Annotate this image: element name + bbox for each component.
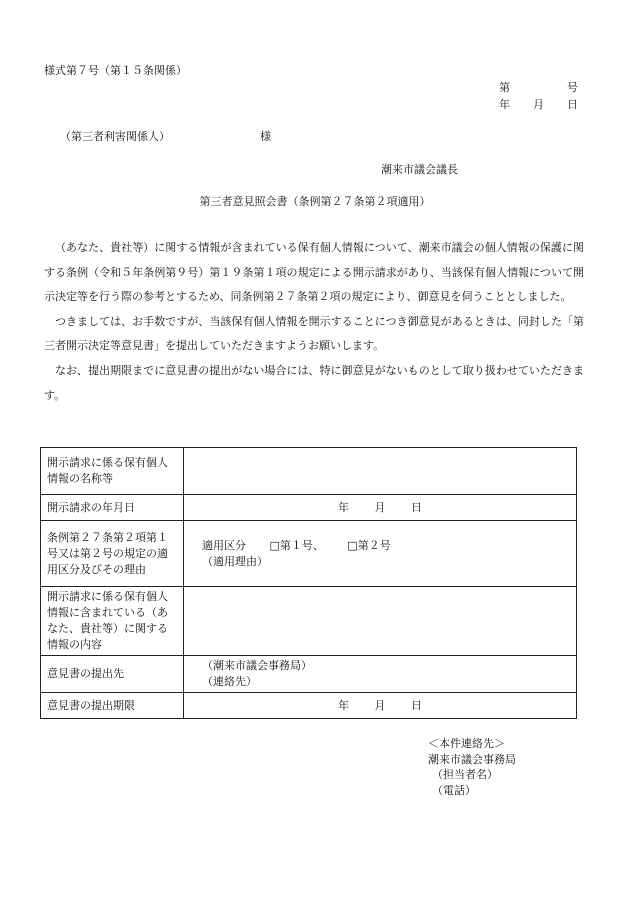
request-date-year: 年: [338, 500, 349, 514]
body-paragraph-2: つきましては、お手数ですが、当該保有個人情報を開示することにつき御意見があるときは、同封した「第三者開示決定等意見書」を提出していただきますようお願いします。: [44, 314, 584, 353]
document-number-prefix: 第: [499, 81, 510, 94]
deadline-month: 月: [374, 698, 386, 712]
contact-block: [428, 736, 516, 798]
table-row: [41, 656, 577, 693]
form-number: 様式第７号（第１５条関係）: [44, 64, 187, 77]
deadline-day: 日: [411, 698, 422, 712]
body-paragraph-1: （あなた、貴社等）に関する情報が含まれている保有個人情報について、潮来市議会の個人情報の保護に関する条例（令和５年条例第９号）第１９条第１項の規定による開示請求があり、当該保有個人情報について開示決定等を行う際の参考とするため、同条例第２７条第２項の規定により、御意見を伺うこととしました。: [44, 241, 584, 304]
submission-contact: （連絡先）: [202, 675, 257, 688]
request-date-label: 開示請求の年月日: [41, 495, 184, 521]
contact-phone: （電話）: [432, 783, 476, 797]
applicable-category-label: 条例第２７条第２項第１号又は第２号の規定の適用区分及びその理由: [41, 521, 184, 587]
request-date-value: [184, 495, 577, 521]
table-row: [41, 587, 577, 656]
contact-heading: ＜本件連絡先＞: [428, 737, 505, 750]
applicable-category-value: [184, 521, 577, 587]
info-table: [40, 447, 577, 719]
table-row: [41, 495, 577, 521]
document-date-line: [497, 96, 578, 113]
category-option-2: □第２号: [347, 538, 391, 552]
submission-deadline-value: [184, 693, 577, 719]
applicable-category-options: [202, 538, 570, 554]
submission-destination-value: [184, 656, 577, 693]
document-number-line: [497, 79, 578, 96]
info-content-label: 開示請求に係る保有個人情報に含まれている（あなた、貴社等）に関する情報の内容: [41, 587, 184, 656]
document-date-day: 日: [567, 98, 578, 111]
info-name-label: 開示請求に係る保有個人情報の名称等: [41, 448, 184, 495]
addressee-name: （第三者利害関係人）: [60, 130, 170, 143]
body-paragraph-3: なお、提出期限までに意見書の提出がない場合には、特に御意見がないものとして取り扱わせていただきます。: [44, 363, 584, 402]
table-row: [41, 693, 577, 719]
body-text: [44, 236, 584, 408]
submission-destination-label: 意見書の提出先: [41, 656, 184, 693]
applicable-reason: （適用理由）: [202, 554, 268, 568]
category-option-1: □第１号、: [269, 538, 324, 552]
document-date-month: 月: [533, 98, 544, 111]
submission-deadline-label: 意見書の提出期限: [41, 693, 184, 719]
document-date-year: 年: [499, 98, 510, 111]
request-date-day: 日: [411, 500, 422, 514]
category-label: 適用区分: [202, 538, 246, 552]
info-name-value: [184, 448, 577, 495]
addressee: [60, 128, 271, 144]
request-date-month: 月: [374, 500, 386, 514]
addressee-suffix: 様: [260, 130, 271, 143]
document-number-suffix: 号: [567, 81, 578, 94]
deadline-year: 年: [338, 698, 349, 712]
sender: 潮来市議会議長: [381, 163, 458, 176]
table-row: [41, 521, 577, 587]
info-content-value: [184, 587, 577, 656]
submission-office: （潮来市議会事務局）: [202, 659, 312, 672]
contact-person: （担当者名）: [432, 768, 498, 781]
document-number-block: [497, 79, 578, 113]
contact-office: 潮来市議会事務局: [428, 752, 516, 766]
table-row: [41, 448, 577, 495]
document-title: 第三者意見照会書（条例第２７条第２項適用）: [199, 195, 431, 208]
